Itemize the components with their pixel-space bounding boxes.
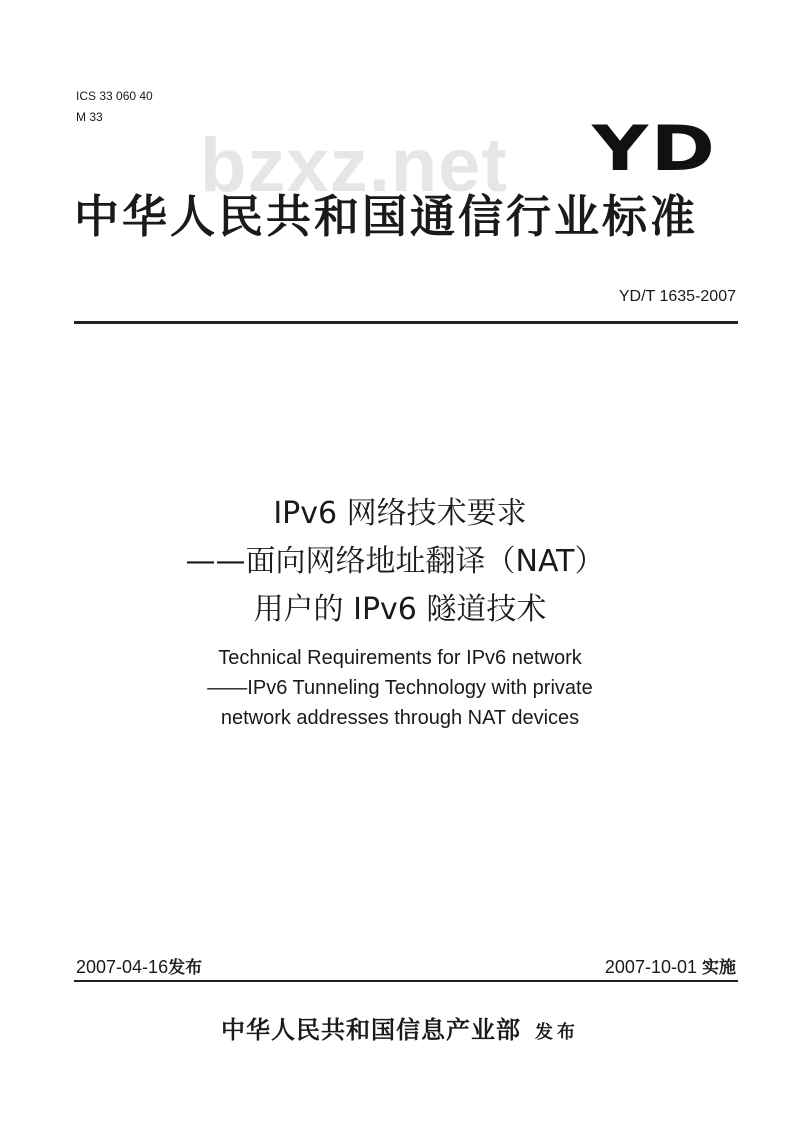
yd-logo: YD xyxy=(592,112,718,185)
standard-title: 中华人民共和国通信行业标准 xyxy=(74,190,699,243)
title-cn-line-1: IPv6 网络技术要求 xyxy=(273,496,527,531)
issue-date xyxy=(76,958,202,977)
title-en-line-2: ——IPv6 Tunneling Technology with private xyxy=(207,677,593,699)
implementation-date-label: 实施 xyxy=(702,958,736,978)
ccs-code: M 33 xyxy=(76,110,103,124)
document-title-cn xyxy=(0,490,800,634)
title-cn-line-3: 用户的 IPv6 隧道技术 xyxy=(253,592,547,627)
document-title-en xyxy=(0,643,800,733)
footer-divider xyxy=(74,980,738,982)
title-en-line-1: Technical Requirements for IPv6 network xyxy=(218,647,582,669)
watermark: bzxz.net xyxy=(200,123,508,208)
issue-date-label: 发布 xyxy=(168,958,203,978)
header-divider xyxy=(74,321,738,324)
issue-date-value: 2007-04-16 xyxy=(76,957,169,977)
standard-number: YD/T 1635-2007 xyxy=(618,288,736,305)
publisher-suffix: 发布 xyxy=(535,1022,579,1043)
title-en-line-3: network addresses through NAT devices xyxy=(220,707,580,729)
publisher xyxy=(0,1018,800,1042)
implementation-date-value: 2007-10-01 xyxy=(604,957,697,977)
title-cn-line-2: ——面向网络地址翻译（NAT） xyxy=(185,544,605,579)
implementation-date xyxy=(605,958,736,977)
ics-code: ICS 33 060 40 xyxy=(76,89,153,103)
publisher-name: 中华人民共和国信息产业部 xyxy=(221,1016,521,1044)
